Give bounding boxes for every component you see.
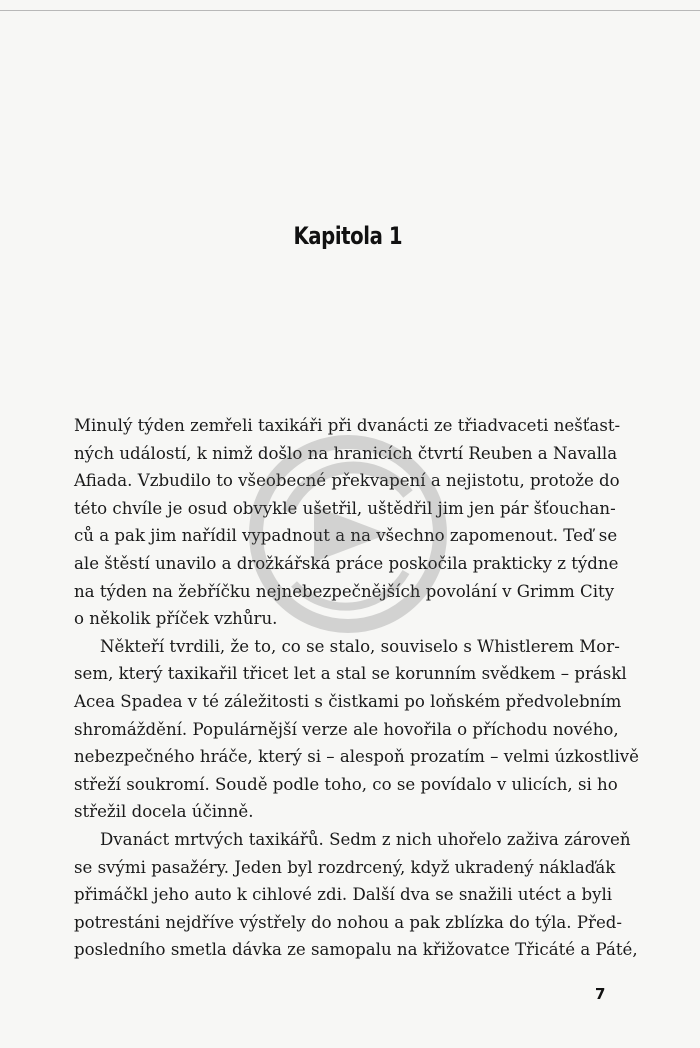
text-line: Minulý týden zemřeli taxikáři při dvanácti ze třiadvaceti nešťast- bbox=[74, 416, 621, 435]
chapter-title: Kapitola 1 bbox=[293, 222, 403, 250]
text-line: ců a pak jim nařídil vypadnout a na všechno zapomenout. Teď se bbox=[74, 526, 618, 546]
text-line: Někteří tvrdili, že to, co se stalo, souviselo s Whistlerem Mor- bbox=[100, 636, 620, 656]
text-line: o několik příček vzhůru. bbox=[74, 609, 278, 629]
top-rule bbox=[0, 10, 700, 11]
body-text bbox=[74, 412, 639, 964]
text-line: ale štěstí unavilo a drožkářská práce poskočila prakticky z týdne bbox=[74, 553, 619, 573]
text-line: přimáčkl jeho auto k cihlové zdi. Další dva se snažili utéct a byli bbox=[74, 885, 613, 905]
text-line: střeží soukromí. Soudě podle toho, co se povídalo v ulicích, si ho bbox=[74, 774, 618, 794]
text-line: Acea Spadea v té záležitosti s čistkami po loňském předvolebním bbox=[74, 691, 622, 711]
text-line: Afiada. Vzbudilo to všeobecné překvapení a nejistotu, protože do bbox=[74, 471, 620, 491]
text-line: střežil docela účinně. bbox=[74, 802, 254, 822]
text-line: ných událostí, k nimž došlo na hranicích čtvrtí Reuben a Navalla bbox=[74, 443, 618, 463]
text-line: nebezpečného hráče, který si – alespoň prozatím – velmi úzkostlivě bbox=[74, 747, 639, 767]
text-line: na týden na žebříčku nejnebezpečnějších povolání v Grimm City bbox=[74, 581, 615, 601]
text-line: posledního smetla dávka ze samopalu na křižovatce Třicáté a Páté, bbox=[74, 940, 638, 960]
text-line: se svými pasažéry. Jeden byl rozdrcený, když ukradený náklaďák bbox=[74, 857, 616, 877]
text-line: této chvíle je osud obvykle ušetřil, uštědřil jim jen pár šťouchan- bbox=[74, 498, 616, 518]
page-number: 7 bbox=[595, 985, 606, 1003]
text-line: potrestáni nejdříve výstřely do nohou a pak zblízka do týla. Před- bbox=[74, 912, 622, 932]
text-line: Dvanáct mrtvých taxikářů. Sedm z nich uhořelo zaživa zároveň bbox=[100, 829, 631, 849]
text-line: shromáždění. Populárnější verze ale hovořila o příchodu nového, bbox=[74, 719, 619, 739]
text-line: sem, který taxikařil třicet let a stal se korunním svědkem – práskl bbox=[74, 664, 627, 684]
